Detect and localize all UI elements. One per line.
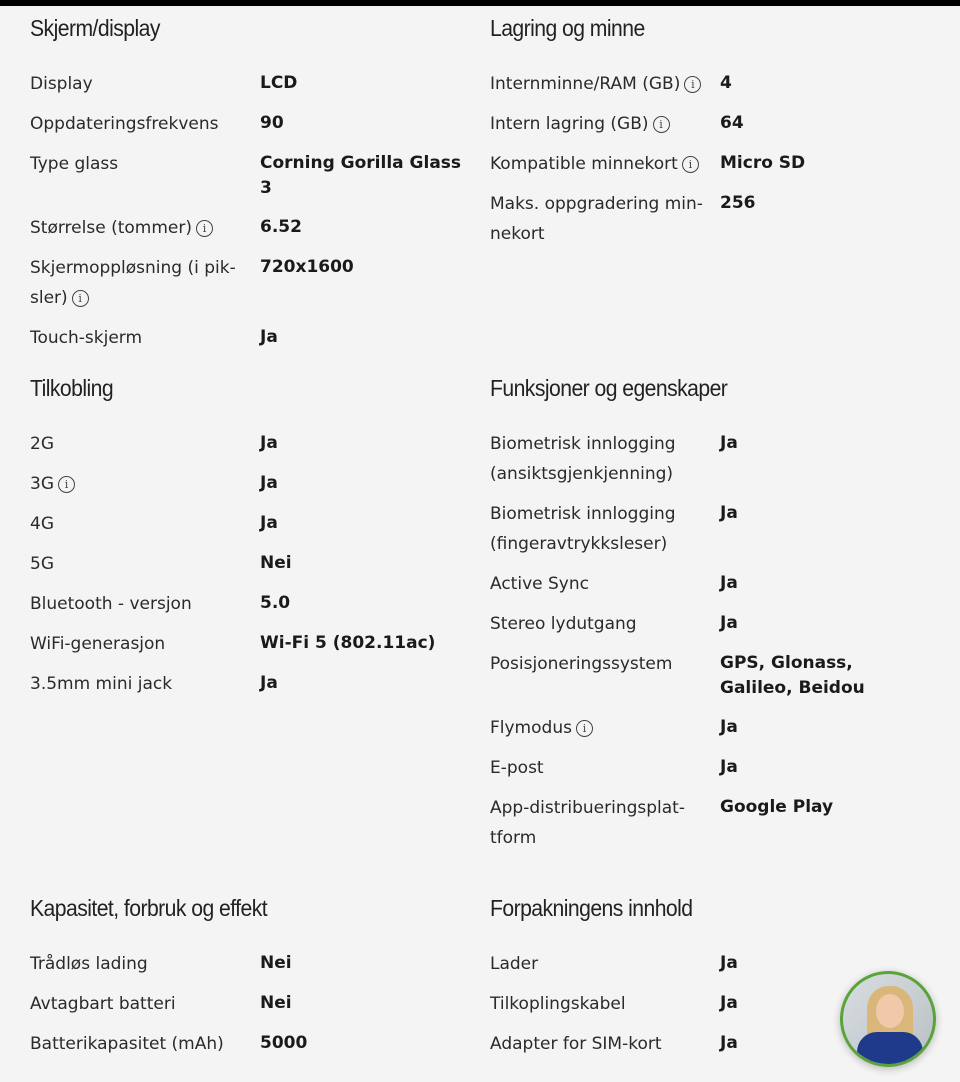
section-connectivity xyxy=(30,368,480,704)
section-title: Tilkobling xyxy=(30,375,114,401)
spec-label xyxy=(490,604,720,644)
spec-label xyxy=(490,64,720,104)
spec-rows xyxy=(30,944,480,1064)
spec-label xyxy=(490,708,720,748)
spec-label xyxy=(490,1024,720,1064)
info-icon[interactable]: i xyxy=(653,116,670,133)
spec-label-text: Touch-skjerm xyxy=(30,328,143,348)
spec-row xyxy=(30,64,480,104)
spec-label xyxy=(490,984,720,1024)
spec-row xyxy=(30,504,480,544)
spec-label xyxy=(30,984,260,1024)
top-bar xyxy=(0,0,960,6)
spec-label-text: Type glass xyxy=(30,154,119,174)
spec-label xyxy=(30,208,260,248)
spec-label-text: Flymodus xyxy=(490,718,572,738)
spec-row xyxy=(30,464,480,504)
spec-rows xyxy=(490,424,940,858)
spec-row xyxy=(30,318,480,358)
spec-label xyxy=(30,584,260,624)
spec-label-text: Active Sync xyxy=(490,574,589,594)
spec-label-text: 3G xyxy=(30,474,54,494)
spec-label-text: Stereo lydutgang xyxy=(490,614,637,634)
spec-row xyxy=(30,664,480,704)
spec-row xyxy=(30,104,480,144)
spec-label-text: Tilkoplingskabel xyxy=(490,994,626,1014)
spec-value: Nei xyxy=(260,993,292,1013)
spec-value: Corning Gorilla Glass 3 xyxy=(260,153,462,198)
spec-value: Ja xyxy=(720,717,738,737)
section-title: Skjerm/display xyxy=(30,15,160,41)
spec-label xyxy=(30,424,260,464)
chat-support-avatar-button[interactable] xyxy=(840,971,936,1067)
spec-value: GPS, Glonass, Galileo, Beidou xyxy=(720,653,865,698)
spec-label-text: Oppdateringsfrekvens xyxy=(30,114,219,134)
spec-value: Ja xyxy=(260,473,278,493)
avatar-shirt xyxy=(857,1032,923,1067)
spec-label xyxy=(490,788,720,858)
spec-value: 5000 xyxy=(260,1033,308,1053)
spec-label-text: 5G xyxy=(30,554,54,574)
spec-row xyxy=(30,944,480,984)
spec-value: 90 xyxy=(260,113,284,133)
spec-label-text: Kompatible minnekort xyxy=(490,154,678,174)
spec-row xyxy=(490,564,940,604)
spec-row xyxy=(490,748,940,788)
section-title: Kapasitet, forbruk og effekt xyxy=(30,895,268,921)
spec-rows xyxy=(490,64,940,254)
spec-value: Ja xyxy=(260,673,278,693)
spec-label-text: Trådløs lading xyxy=(30,954,148,974)
spec-label-text: Størrelse (tommer) xyxy=(30,218,192,238)
spec-label-text: Batterikapasitet (mAh) xyxy=(30,1034,224,1054)
info-icon[interactable]: i xyxy=(72,290,89,307)
spec-label-text: Biometrisk innlogging (ansiktsgjenkjenning) xyxy=(490,434,676,484)
spec-row xyxy=(30,248,480,318)
spec-label xyxy=(30,624,260,664)
spec-value: 5.0 xyxy=(260,593,291,613)
spec-label xyxy=(490,144,720,184)
spec-row xyxy=(490,104,940,144)
spec-value: Ja xyxy=(720,573,738,593)
spec-row xyxy=(30,424,480,464)
avatar-face xyxy=(876,994,904,1028)
spec-label xyxy=(30,248,260,318)
spec-label xyxy=(490,184,720,254)
spec-row xyxy=(30,584,480,624)
spec-row xyxy=(490,144,940,184)
spec-row xyxy=(30,544,480,584)
spec-label-text: Bluetooth - versjon xyxy=(30,594,192,614)
spec-row xyxy=(490,604,940,644)
spec-label-text: 3.5mm mini jack xyxy=(30,674,173,694)
spec-row xyxy=(490,424,940,494)
spec-label xyxy=(30,544,260,584)
spec-label xyxy=(490,564,720,604)
spec-value: Ja xyxy=(720,1033,738,1053)
spec-value: 256 xyxy=(720,193,756,213)
spec-label-text: Intern lagring (GB) xyxy=(490,114,649,134)
spec-value: 4 xyxy=(720,73,732,93)
spec-label-text: Internminne/RAM (GB) xyxy=(490,74,681,94)
spec-rows xyxy=(30,424,480,704)
spec-label xyxy=(30,464,260,504)
spec-row xyxy=(30,208,480,248)
section-features xyxy=(490,368,940,858)
spec-label-text: Lader xyxy=(490,954,539,974)
spec-row xyxy=(30,144,480,208)
spec-value: Ja xyxy=(720,503,738,523)
spec-label xyxy=(30,64,260,104)
spec-label xyxy=(30,944,260,984)
spec-label-text: Skjermoppløsning (i pik-​sler) xyxy=(30,258,236,308)
spec-rows xyxy=(30,64,480,358)
spec-label xyxy=(30,144,260,184)
spec-label-text: 4G xyxy=(30,514,54,534)
info-icon[interactable]: i xyxy=(682,156,699,173)
spec-value: Ja xyxy=(720,433,738,453)
spec-value: 64 xyxy=(720,113,744,133)
spec-value: Micro SD xyxy=(720,153,806,173)
info-icon[interactable]: i xyxy=(196,220,213,237)
spec-value: Nei xyxy=(260,553,292,573)
section-title: Funksjoner og egenskaper xyxy=(490,375,728,401)
spec-value: Ja xyxy=(720,953,738,973)
info-icon[interactable]: i xyxy=(58,476,75,493)
spec-label xyxy=(30,104,260,144)
spec-row xyxy=(490,788,940,858)
spec-label-text: WiFi-generasjon xyxy=(30,634,166,654)
spec-row xyxy=(30,984,480,1024)
spec-label xyxy=(30,1024,260,1064)
spec-label xyxy=(30,504,260,544)
section-screen-display xyxy=(30,8,480,358)
spec-label xyxy=(30,318,260,358)
spec-row xyxy=(490,708,940,748)
section-capacity-power xyxy=(30,888,480,1064)
spec-label-text: 2G xyxy=(30,434,54,454)
spec-row xyxy=(490,64,940,104)
spec-label-text: Maks. oppgradering min-​nekort xyxy=(490,194,703,244)
spec-row xyxy=(490,494,940,564)
section-title: Lagring og minne xyxy=(490,15,645,41)
spec-label xyxy=(30,664,260,704)
spec-value: Nei xyxy=(260,953,292,973)
section-title: Forpakningens innhold xyxy=(490,895,693,921)
spec-label-text: Adapter for SIM-kort xyxy=(490,1034,662,1054)
spec-label xyxy=(490,644,720,684)
spec-value: Ja xyxy=(260,513,278,533)
spec-label-text: Display xyxy=(30,74,93,94)
spec-row xyxy=(490,644,940,708)
spec-row xyxy=(30,1024,480,1064)
spec-label-text: Avtagbart batteri xyxy=(30,994,176,1014)
spec-value: Wi-Fi 5 (802.11ac) xyxy=(260,633,436,653)
info-icon[interactable]: i xyxy=(684,76,701,93)
spec-value: 6.52 xyxy=(260,217,302,237)
spec-label-text: E-post xyxy=(490,758,544,778)
spec-row xyxy=(490,184,940,254)
spec-row xyxy=(30,624,480,664)
spec-value: Ja xyxy=(260,433,278,453)
spec-label xyxy=(490,748,720,788)
spec-label xyxy=(490,104,720,144)
spec-value: Ja xyxy=(720,613,738,633)
spec-value: Ja xyxy=(720,993,738,1013)
spec-label xyxy=(490,494,720,564)
spec-label-text: App-distribueringsplat-​tform xyxy=(490,798,685,848)
spec-value: Google Play xyxy=(720,797,834,817)
spec-value: Ja xyxy=(720,757,738,777)
info-icon[interactable]: i xyxy=(576,720,593,737)
spec-label xyxy=(490,944,720,984)
spec-value: 720x1600 xyxy=(260,257,354,277)
spec-label-text: Posisjoneringssystem xyxy=(490,654,673,674)
spec-label xyxy=(490,424,720,494)
spec-label-text: Biometrisk innlogging (fingeravtrykksleser) xyxy=(490,504,676,554)
section-storage-memory xyxy=(490,8,940,254)
spec-value: Ja xyxy=(260,327,278,347)
spec-value: LCD xyxy=(260,73,298,93)
